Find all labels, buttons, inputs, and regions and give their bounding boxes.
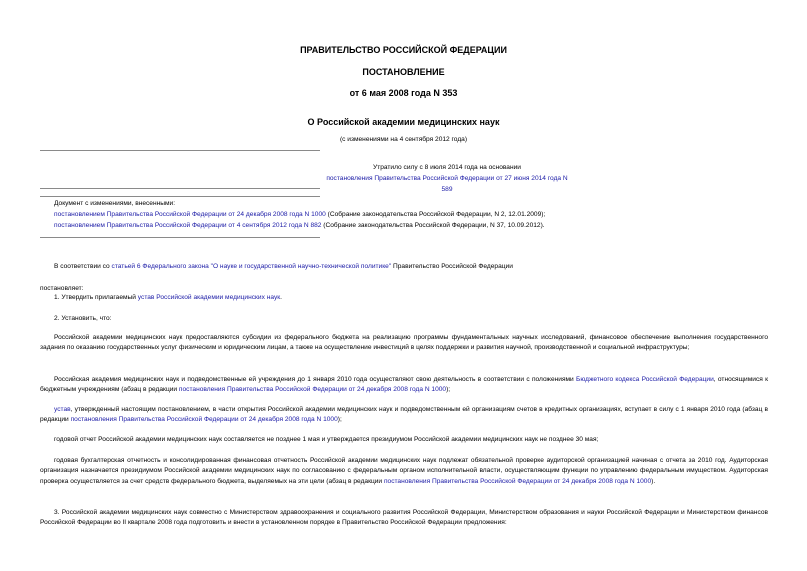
divider [40,150,320,151]
charter-link[interactable]: устав Российской академии медицинских наук [137,294,281,301]
paragraph-1: 1. Утвердить прилагаемый устав Российской академии медицинских наук. [54,294,282,301]
decrees-word: постановляет: [40,285,84,292]
divider [40,188,320,189]
change-source: (Собрание законодательства Российской Федерации, N 2, 12.01.2009); [325,211,546,218]
change-link[interactable]: постановлением Правительства Российской Федерации от 4 сентября 2012 года N 882 [54,222,322,229]
paragraph-5: устав, утвержденный настоящим постановлением, в части открытия Российской академии медицинских наук и подведомственным ей организациям счетов в кредитных организациях, вступает в силу с 1 января 2010 года (абзац в редакции постановления Правительства Российской Федерации от 24 декабря 2008 года N 1000); [40,406,768,424]
government-heading: ПРАВИТЕЛЬСТВО РОССИЙСКОЙ ФЕДЕРАЦИИ [300,45,507,55]
divider [40,196,320,197]
paragraph-8: 3. Российской академии медицинских наук совместно с Министерством здравоохранения и социального развития Российской Федерации, Министерством образования и науки Российской Федерации и Министерством финансов Российской Федерации во II квартале 2008 года подготовить и внести в установленном порядке в Правительство Российской Федерации предложения: [40,509,768,527]
law-link[interactable]: статьей 6 Федерального закона "О науке и государственной научно-технической политике" [111,263,392,270]
change-item [54,221,545,231]
change-link[interactable]: постановлением Правительства Российской Федерации от 24 декабря 2008 года N 1000 [54,211,326,218]
charter-link[interactable]: устав [54,406,71,413]
change-source: (Собрание законодательства Российской Федерации, N 37, 10.09.2012). [321,222,545,229]
expired-link[interactable] [322,174,572,195]
change-item [54,210,545,220]
paragraph-4: Российская академия медицинских наук и подведомственные ей учреждения до 1 января 2010 года осуществляют свою деятельность в соответствии с положениями Бюджетного кодекса Российской Федерации, относящимися к бюджетным учреждениям (абзац в редакции постановления Правительства Российской Федерации от 24 декабря 2008 года N 1000); [40,376,768,394]
budget-code-link[interactable]: Бюджетного кодекса Российской Федерации [576,376,714,383]
expired-link-text[interactable]: постановления Правительства Российской Федерации от 27 июня 2014 года N 589 [326,175,568,193]
document-type-heading: ПОСТАНОВЛЕНИЕ [362,67,445,77]
paragraph-2: 2. Установить, что: [54,315,112,322]
document-date-number: от 6 мая 2008 года N 353 [349,88,458,98]
amendment-link[interactable]: постановления Правительства Российской Федерации от 24 декабря 2008 года N 1000 [178,386,447,394]
preamble: В соответствии со статьей 6 Федерального закона "О науке и государственной научно-технической политике" Правительство Российской Федерации [54,263,513,270]
amendment-link[interactable]: постановления Правительства Российской Федерации от 24 декабря 2008 года N 1000 [383,477,652,485]
paragraph-3: Российской академии медицинских наук предоставляются субсидии из федерального бюджета на реализацию программы фундаментальных научных исследований, финансовое обеспечение выполнения государственного задания по оказанию государственных услуг физическим и юридическим лицам, а также на осуществление инвестиций в целях поддержки и развития научной, производственной и социальной инфраструктуры; [40,334,768,352]
paragraph-7: годовая бухгалтерская отчетность и консолидированная финансовая отчетность Российской академии медицинских наук подлежат обязательной проверке аудиторской организацией начиная с отчета за 2010 год. Аудиторская организация назначается президиумом Российской академии медицинских наук по согласованию с федеральным органом исполнительной власти, осуществляющим функции по управлению федеральным имуществом. Аудиторская проверка осуществляется за счет средств федерального бюджета, выделяемых на эти цели (абзац в редакции постановления Правительства Российской Федерации от 24 декабря 2008 года N 1000). [40,457,768,485]
expired-note: Утратило силу с 8 июля 2014 года на основании [373,164,521,171]
document-title: О Российской академии медицинских наук [307,117,500,127]
divider [40,237,320,238]
changes-intro: Документ с изменениями, внесенными: [54,200,176,207]
paragraph-6: годовой отчет Российской академии медицинских наук составляется не позднее 1 мая и утверждается президиумом Российской академии медицинских наук не позднее 30 мая; [54,436,599,443]
amendment-link[interactable]: постановления Правительства Российской Федерации от 24 декабря 2008 года N 1000 [70,416,338,424]
amendment-note: (с изменениями на 4 сентября 2012 года) [339,136,468,143]
